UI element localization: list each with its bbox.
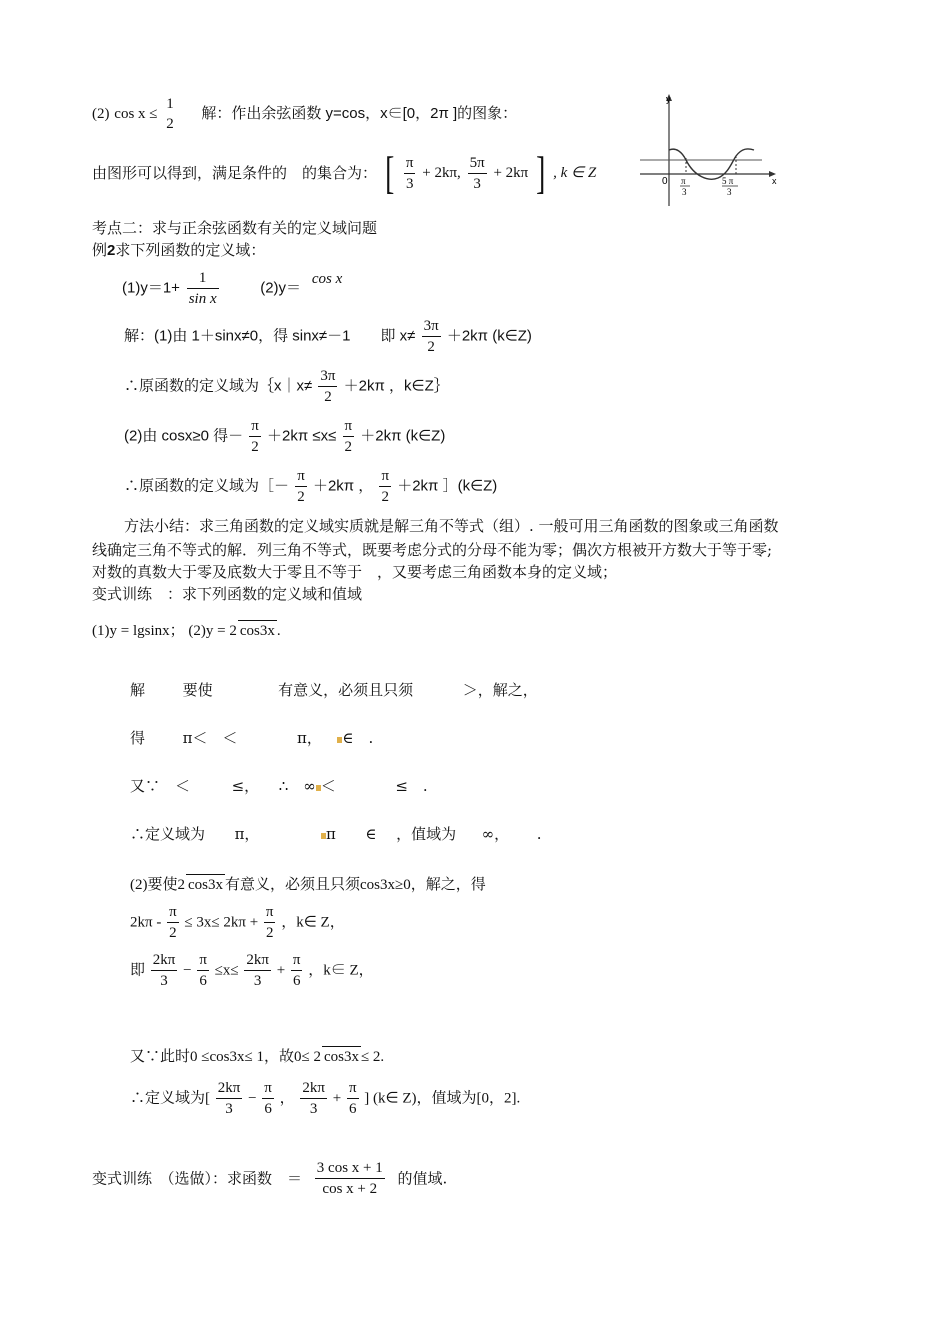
fraction-pi-2 — [249, 416, 261, 457]
fraction-num: 2kπ — [244, 950, 271, 971]
tick1-num: π — [681, 176, 686, 186]
p2-plus: + — [332, 1090, 342, 1107]
ans-le: ≤， — [231, 777, 260, 795]
fraction-2kpi-3 — [151, 950, 178, 991]
fraction-den: 3 — [405, 175, 414, 192]
example-2-title — [92, 240, 265, 261]
p2-text: (2)要使2 — [130, 877, 185, 893]
fraction-pi-2 — [379, 466, 391, 507]
fraction-pi-6 — [262, 1078, 274, 1119]
fraction-num: π — [249, 416, 261, 437]
x-label: x — [772, 176, 777, 186]
domain-1 — [124, 366, 449, 407]
fraction-den: 3 — [225, 1101, 233, 1117]
fraction-num: π — [404, 153, 416, 174]
solution-text: 解：作出余弦函数 y=cos，x∈[0，2π ]的图象： — [201, 105, 518, 122]
ans-range: π＜ ＜ — [182, 729, 238, 747]
ans-infinity: ∞， — [481, 825, 510, 843]
example-prefix: 例 — [92, 241, 108, 259]
ans-solve: 解 — [130, 681, 146, 699]
fraction-2kpi-3 — [216, 1078, 243, 1119]
fraction-den: 2 — [427, 339, 435, 355]
fraction-num: 2kπ — [151, 950, 178, 971]
ans-get: 得 — [130, 729, 146, 747]
answer-line-1 — [130, 680, 538, 700]
fraction-pi-3 — [404, 153, 416, 194]
fraction-pi-6 — [347, 1078, 359, 1119]
fraction-den: 3 — [160, 973, 168, 989]
ans-solve-it: ＞，解之， — [462, 681, 538, 699]
q2-expr: cos x — [311, 270, 343, 287]
tick1-den: 3 — [682, 187, 687, 197]
fraction-num: 1 — [187, 268, 219, 289]
fraction-1-over-sinx — [187, 268, 219, 309]
fraction-den: 2 — [265, 925, 274, 941]
term-2kpi: + 2kπ, — [422, 165, 461, 181]
fraction-pi-2 — [295, 466, 307, 507]
p2-c1: 即 — [130, 962, 146, 979]
variant-question — [92, 620, 281, 641]
ans-pi-comma: π， — [234, 825, 260, 843]
example-number: 2 — [107, 242, 116, 259]
ans-period: . — [536, 825, 542, 843]
fraction-num: 5π — [468, 153, 487, 174]
fraction-pi-2 — [343, 416, 355, 457]
fraction-den: 2 — [297, 489, 305, 505]
fraction-num: π — [347, 1078, 359, 1099]
fraction-pi-6 — [197, 950, 209, 991]
fraction-pi-2 — [264, 902, 276, 943]
fraction-num: π — [262, 1078, 274, 1099]
origin-label: 0 — [662, 176, 668, 187]
answer-line-4 — [130, 824, 542, 844]
part2-line-1 — [130, 874, 486, 895]
p2-b2: ≤ 3x≤ 2kπ + — [184, 914, 259, 931]
fraction-num: π — [167, 902, 179, 923]
ans-to-make: 要使 — [182, 681, 213, 699]
fraction-5pi-3 — [468, 153, 487, 194]
dom2-text-c: ＋2kπ ］(k∈Z) — [397, 477, 498, 495]
cosine-curve — [669, 149, 754, 179]
p2-le-x-le: ≤x≤ — [214, 962, 239, 979]
summary-line-1: 方法小结：求三角函数的定义域实质就是解三角不等式（组）. 一般可用三角函数的图象或三角函数 — [124, 517, 779, 535]
term-2kpi: + 2kπ — [493, 165, 529, 181]
ans-because: 又∵ ＜ — [130, 777, 191, 795]
fraction-num: π — [295, 466, 307, 487]
p2-e1: ∴定义域为[ — [130, 1090, 210, 1107]
dom1-text-a: ∴原函数的定义域为｛x｜x≠ — [124, 377, 313, 395]
fraction-den: 6 — [199, 973, 207, 989]
q1-label: (1)y＝1+ — [122, 279, 180, 297]
fraction-den: cos x + 2 — [322, 1181, 378, 1197]
fraction-den: 2 — [381, 489, 389, 505]
var2-text-b: 的值域. — [397, 1169, 448, 1188]
p2-b1: 2kπ - — [130, 914, 162, 931]
fraction-den: 3 — [253, 973, 262, 989]
fraction-num: 3π — [318, 366, 337, 387]
sol2-text-c: ＋2kπ (k∈Z) — [360, 427, 446, 445]
ans-pi-2: π — [326, 825, 336, 843]
part2-line-3 — [130, 950, 374, 991]
sqrt-cos3x: cos3x — [322, 1046, 361, 1067]
p2-minus: − — [183, 962, 192, 979]
fraction-den: 3 — [473, 175, 481, 192]
ans-meaningful: 有意义，必须且只须 — [278, 681, 414, 699]
part2-line-4 — [130, 1046, 384, 1067]
fraction-den: sin x — [188, 291, 217, 307]
ans-therefore: ∴ ∞ — [278, 777, 316, 795]
p2-c5: ，k∈ Z， — [308, 962, 374, 979]
fraction-den: 2 — [344, 439, 353, 455]
ans-pi: π， — [297, 729, 322, 747]
fraction-3pi-2 — [422, 316, 441, 357]
summary-line-3: 对数的真数大于零及底数大于零且不等于 ，又要考虑三角函数本身的定义域； — [92, 563, 618, 581]
fraction-num: π — [197, 950, 209, 971]
part2-line-5 — [130, 1078, 520, 1119]
line-set-result — [92, 147, 597, 198]
ans-in-z: ∈ — [365, 825, 377, 843]
sol1-text-a: 解：(1)由 1＋sinx≠0，得 sinx≠－1 即 x≠ — [124, 327, 416, 345]
fraction-num: 3 cos x + 1 — [315, 1158, 385, 1179]
fraction-num: π — [264, 902, 276, 923]
p2-text-2: 有意义，必须且只须cos3x≥0，解之，得 — [225, 877, 486, 893]
sqrt-cos3x: cos3x — [186, 874, 225, 895]
fraction-num: π — [379, 466, 391, 487]
solution-2 — [124, 416, 445, 457]
p2-comma: ， — [279, 1090, 295, 1107]
example-text: 求下列函数的定义域： — [115, 241, 266, 259]
vq-text-a: (1)y = lgsinx； (2)y = 2 — [92, 623, 237, 639]
sol1-text-b: ＋2kπ (k∈Z) — [446, 327, 532, 345]
ans-le-end: ≤ . — [395, 777, 428, 795]
fraction-2kpi-3 — [300, 1078, 327, 1119]
fraction-num: π — [291, 950, 303, 971]
cosine-graph — [636, 92, 781, 208]
var2-text-a: 变式训练 （选做）：求函数 ＝ — [92, 1169, 303, 1188]
variant-training-1: 变式训练 ：求下列函数的定义域和值域 — [92, 585, 363, 603]
fraction-num: 2kπ — [300, 1078, 327, 1099]
vq-text-b: . — [276, 623, 281, 639]
fraction-den: 2 — [251, 439, 259, 455]
fraction-function — [315, 1158, 385, 1199]
fraction-den: 3 — [309, 1101, 318, 1117]
y-label: y — [666, 94, 671, 104]
section-heading: 考点二：求与正余弦函数有关的定义域问题 — [92, 219, 378, 237]
fraction-2kpi-3 — [244, 950, 271, 991]
problem-label: (2) — [92, 106, 110, 122]
domain-2 — [124, 466, 497, 507]
right-bracket: ] — [536, 147, 546, 198]
part2-line-2 — [130, 902, 345, 943]
answer-line-2 — [130, 728, 373, 748]
fraction-den: 2 — [166, 116, 174, 132]
dom1-text-b: ＋2kπ ，k∈Z｝ — [343, 377, 449, 395]
fraction-den: 6 — [348, 1101, 357, 1117]
dom2-text-b: ＋2kπ ， — [312, 477, 374, 495]
sol2-text-b: ＋2kπ ≤x≤ — [267, 427, 337, 445]
inequality-lhs: cos x ≤ — [114, 106, 158, 122]
fraction-half — [164, 94, 176, 134]
fraction-pi-2 — [167, 902, 179, 943]
fraction-num: 3π — [422, 316, 441, 337]
ans-domain-is: ∴定义域为 — [130, 825, 206, 843]
fraction-den: 2 — [169, 925, 177, 941]
fraction-den: 6 — [292, 973, 301, 989]
ans-in: ∈ . — [342, 729, 374, 747]
fraction-den: 2 — [324, 389, 332, 405]
solution-1 — [124, 316, 532, 357]
question-functions — [122, 268, 342, 309]
p2-plus: + — [276, 962, 286, 979]
variant-training-2 — [92, 1158, 447, 1199]
p2-e5: ] (k∈ Z)，值域为[0，2]. — [364, 1090, 521, 1107]
fraction-den: 6 — [264, 1101, 272, 1117]
ans-range-is: ，值域为 — [396, 825, 457, 843]
fraction-3pi-2 — [318, 366, 337, 407]
set-intro: 由图形可以得到，满足条件的 的集合为： — [92, 164, 378, 182]
q2-label: (2)y＝ — [260, 279, 302, 297]
sqrt-cos3x: cos3x — [238, 620, 277, 641]
p2-d2: ≤ 2. — [360, 1049, 385, 1065]
left-bracket: [ — [384, 147, 395, 198]
fraction-num: π — [343, 416, 355, 437]
tick2-num: 5 π — [722, 176, 734, 186]
fraction-num: 1 — [166, 96, 174, 112]
p2-b3: ，k∈ Z， — [281, 914, 345, 931]
fraction-num: 2kπ — [216, 1078, 243, 1099]
summary-line-2: 线确定三角不等式的解．列三角不等式，既要考虑分式的分母不能为零；偶次方根被开方数大于等于零; — [92, 541, 773, 559]
fraction-pi-6 — [291, 950, 303, 991]
p2-minus: − — [248, 1090, 257, 1107]
p2-d1: 又∵此时0 ≤cos3x≤ 1，故0≤ 2 — [130, 1049, 321, 1065]
sol2-text-a: (2)由 cosx≥0 得－ — [124, 427, 244, 445]
answer-line-3 — [130, 776, 428, 796]
dom2-text-a: ∴原函数的定义域为［－ — [124, 477, 290, 495]
ans-lt: ＜ — [320, 777, 336, 795]
k-in-z: , k ∈ Z — [553, 165, 597, 181]
tick2-den: 3 — [727, 187, 732, 197]
line-problem-2 — [92, 94, 517, 134]
